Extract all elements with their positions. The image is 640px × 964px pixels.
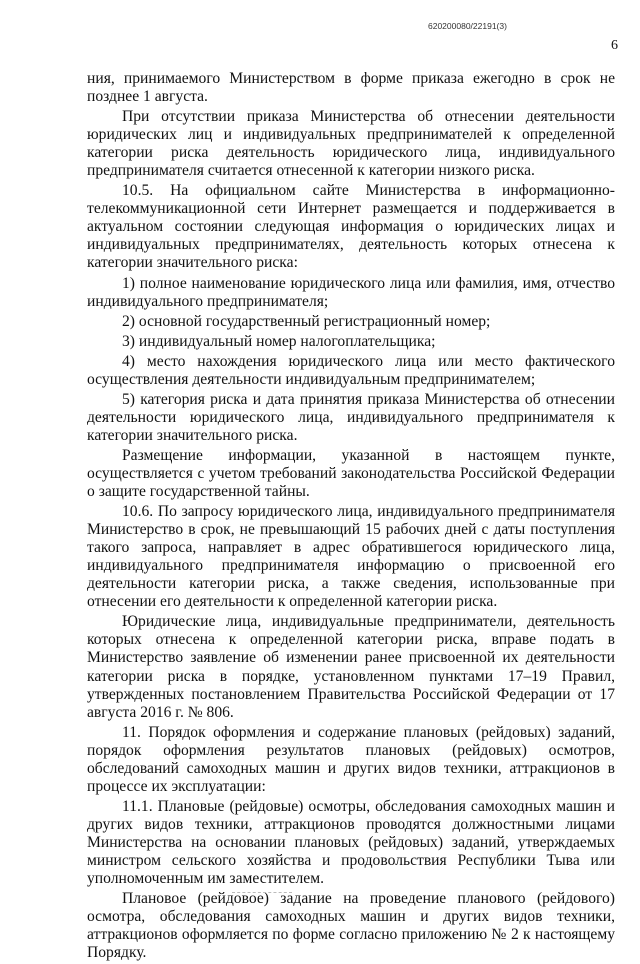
paragraph-10-6: 10.6. По запросу юридического лица, индивидуального предпринимателя Министерство в срок, не превышающий 15 рабочих дней с даты поступления такого запроса, направляет в адрес обратившегося юридического лица, индивидуального предпринимателя информацию о присвоенной его деятельности категории риска, а также сведения, использованные при отнесении его деятельности к определенной категории риска.	[87, 503, 615, 611]
scan-artifact	[232, 892, 292, 896]
paragraph-11-1: 11.1. Плановые (рейдовые) осмотры, обследования самоходных машин и других видов техники, аттракционов проводятся должностными лицами Министерства на основании плановых (рейдовых) заданий, утверждаемых министром сельского хозяйства и продовольствия Республики Тыва или уполномоченным им заместителем.	[87, 797, 615, 888]
document-body	[87, 70, 615, 964]
list-item-1: 1) полное наименование юридического лица или фамилия, имя, отчество индивидуального предпринимателя;	[87, 274, 615, 310]
list-item-3: 3) индивидуальный номер налогоплательщика;	[122, 332, 436, 350]
page-number: 6	[611, 38, 618, 53]
paragraph-11: 11. Порядок оформления и содержание плановых (рейдовых) заданий, порядок оформления результатов плановых (рейдовых) осмотров, обследований самоходных машин и других видов техники, аттракционов в процессе их эксплуатации:	[87, 723, 615, 795]
list-item-2: 2) основной государственный регистрационный номер;	[122, 312, 491, 330]
paragraph-continuation: ния, принимаемого Министерством в форме приказа ежегодно в срок не позднее 1 августа.	[87, 70, 615, 106]
paragraph-state-secret: Размещение информации, указанной в настоящем пункте, осуществляется с учетом требований законодательства Российской Федерации о защите государственной тайны.	[87, 446, 615, 501]
paragraph-change-request: Юридические лица, индивидуальные предприниматели, деятельность которых отнесена к определенной категории риска, вправе подать в Министерство заявление об изменении ранее присвоенной их деятельности категории риска в порядке, установленном пунктами 17–19 Правил, утвержденных постановлением Правительства Российской Федерации от 17 августа 2016 г. № 806.	[87, 613, 615, 721]
list-item-5: 5) категория риска и дата принятия приказа Министерства об отнесении деятельности юридического лица, индивидуального предпринимателя к категории значительного риска.	[87, 390, 615, 444]
document-id: 620200080/22191(3)	[428, 21, 507, 31]
paragraph-10-5: 10.5. На официальном сайте Министерства в информационно-телекоммуникационной сети Интернет размещается и поддерживается в актуальном состоянии следующая информация о юридических лицах и индивидуальных предпринимателях, деятельность которых отнесена к категории значительного риска:	[87, 182, 615, 272]
paragraph-no-order-default: При отсутствии приказа Министерства об отнесении деятельности юридических лиц и индивидуальных предпринимателей к определенной категории риска деятельность юридического лица, индивидуального предпринимателя считается отнесенной к категории низкого риска.	[87, 108, 615, 180]
list-item-4: 4) место нахождения юридического лица или место фактического осуществления деятельности индивидуальным предпринимателем;	[87, 352, 615, 388]
paragraph-task-form: Плановое (рейдовое) задание на проведение планового (рейдового) осмотра, обследования самоходных машин и других видов техники, аттракционов оформляется по форме согласно приложению № 2 к настоящему Порядку.	[87, 890, 615, 962]
